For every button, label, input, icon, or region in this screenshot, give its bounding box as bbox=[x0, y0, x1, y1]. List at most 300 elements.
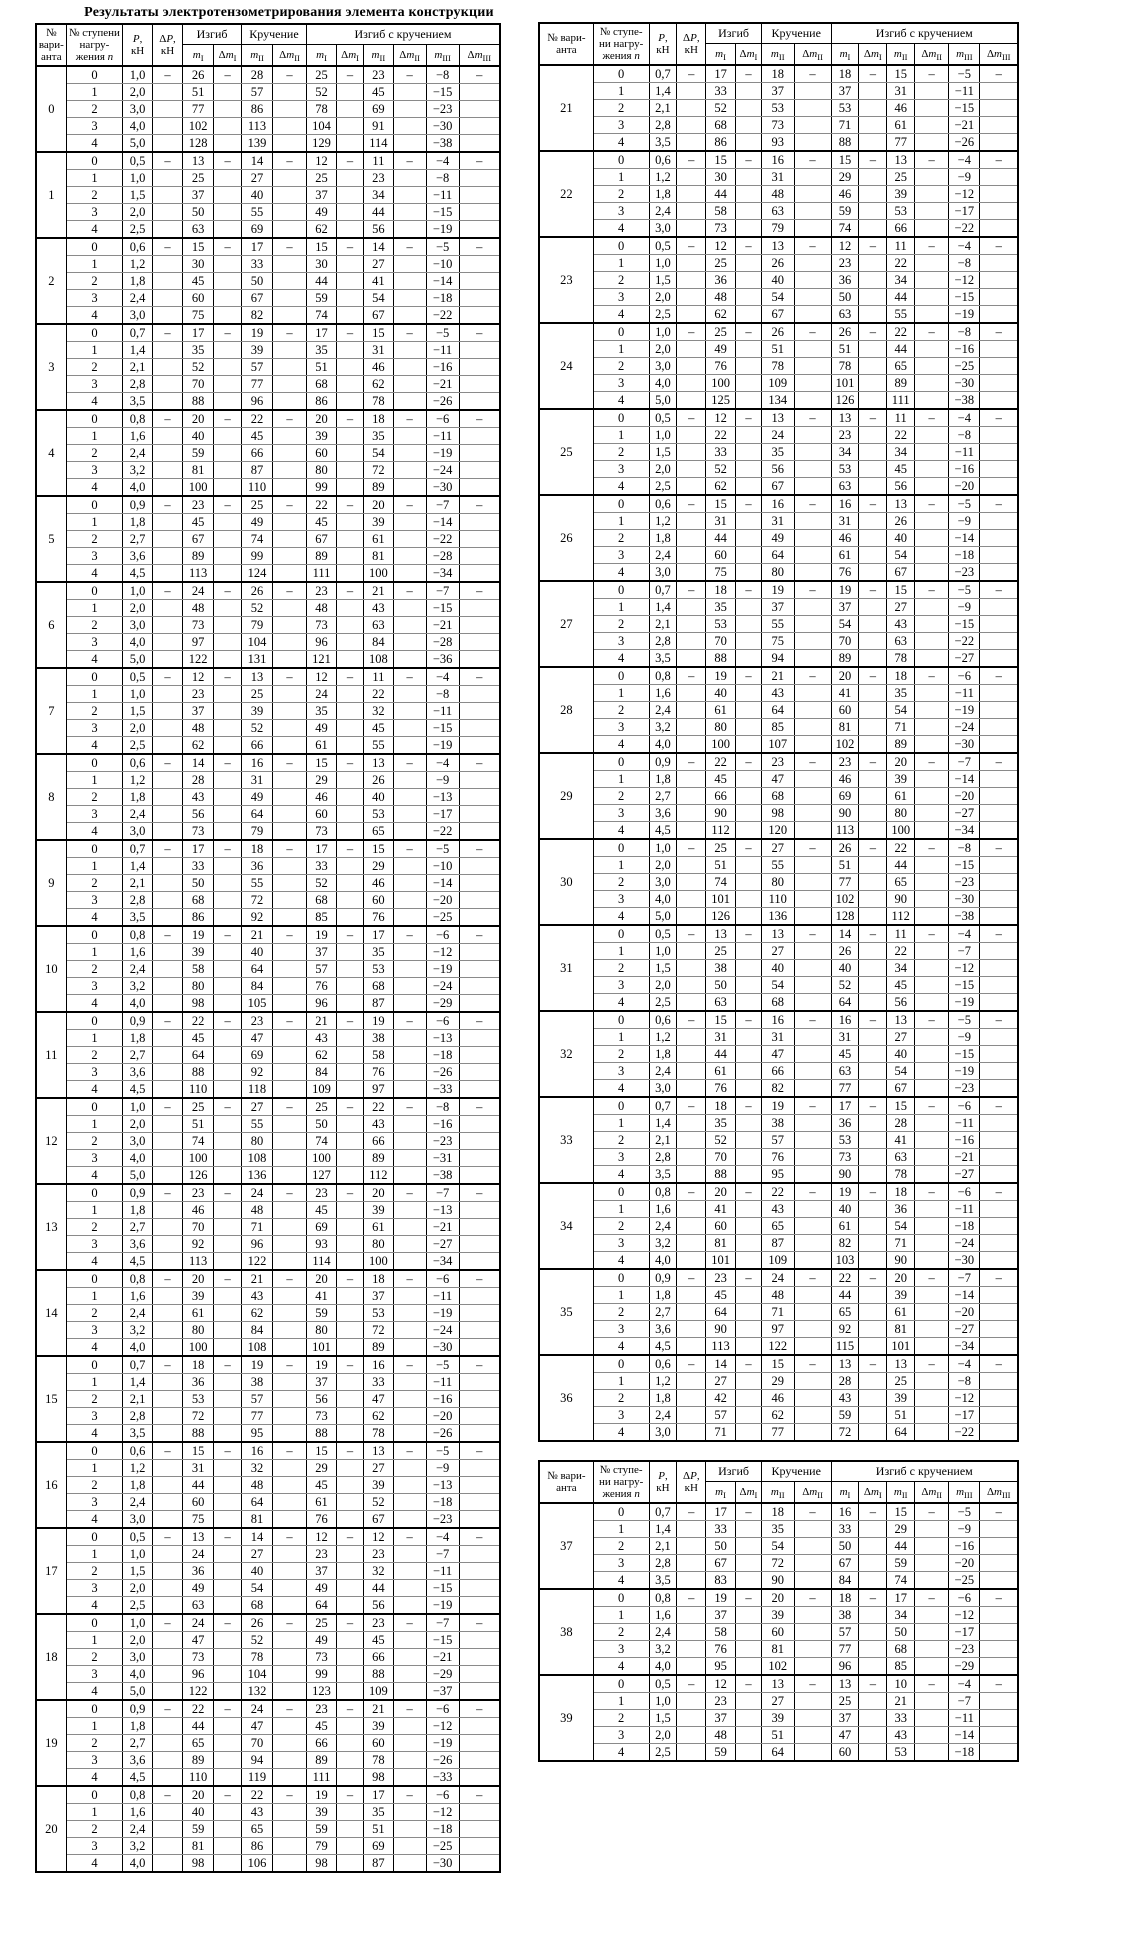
table-cell bbox=[393, 1718, 426, 1735]
table-cell: 0,5 bbox=[649, 409, 677, 427]
table-cell: 44 bbox=[364, 1580, 394, 1597]
table-cell: 3 bbox=[66, 1408, 123, 1425]
table-cell: – bbox=[915, 1269, 949, 1287]
table-cell: 11 bbox=[887, 409, 915, 427]
table-cell bbox=[337, 118, 364, 135]
table-cell: 52 bbox=[183, 359, 214, 376]
table-cell bbox=[459, 221, 500, 239]
table-cell: – bbox=[794, 1675, 831, 1693]
table-cell bbox=[152, 531, 182, 548]
table-cell: 59 bbox=[706, 1744, 736, 1762]
table-cell: 90 bbox=[761, 1572, 794, 1590]
table-cell bbox=[980, 375, 1018, 392]
table-cell bbox=[393, 737, 426, 755]
table-cell: 3,2 bbox=[123, 462, 153, 479]
table-cell: 3,0 bbox=[123, 307, 153, 325]
table-cell: 57 bbox=[706, 1407, 736, 1424]
table-cell: −12 bbox=[426, 944, 459, 961]
table-cell bbox=[214, 1494, 242, 1511]
table-cell: 60 bbox=[706, 547, 736, 564]
table-row bbox=[539, 1555, 1018, 1572]
table-cell bbox=[980, 857, 1018, 874]
table-cell bbox=[794, 822, 831, 840]
table-cell: 22 bbox=[706, 427, 736, 444]
table-row bbox=[539, 1046, 1018, 1063]
table-row bbox=[36, 324, 500, 342]
table-cell: 2,5 bbox=[649, 478, 677, 496]
table-cell bbox=[677, 857, 706, 874]
table-cell bbox=[677, 289, 706, 306]
table-cell bbox=[859, 891, 887, 908]
table-cell: −11 bbox=[426, 703, 459, 720]
table-cell: 70 bbox=[706, 633, 736, 650]
right-table-container bbox=[538, 22, 1019, 1762]
table-cell bbox=[980, 289, 1018, 306]
table-cell bbox=[214, 789, 242, 806]
table-cell: 36 bbox=[183, 1374, 214, 1391]
table-row bbox=[36, 479, 500, 497]
table-cell bbox=[152, 651, 182, 669]
table-cell bbox=[214, 875, 242, 892]
table-cell: 2 bbox=[593, 1046, 649, 1063]
bending-group-header: Изгиб bbox=[706, 1461, 762, 1481]
table-cell: 90 bbox=[831, 1166, 859, 1184]
table-cell: 31 bbox=[761, 1029, 794, 1046]
table-cell: 51 bbox=[761, 1727, 794, 1744]
table-cell: 44 bbox=[706, 1046, 736, 1063]
table-cell bbox=[794, 1710, 831, 1727]
table-cell: −22 bbox=[949, 220, 980, 238]
table-cell: 20 bbox=[306, 410, 336, 428]
table-cell: – bbox=[735, 495, 761, 513]
table-cell: 1,0 bbox=[123, 1098, 153, 1116]
table-cell: 3,6 bbox=[649, 1321, 677, 1338]
table-row bbox=[539, 1183, 1018, 1201]
table-cell: −19 bbox=[949, 306, 980, 324]
table-cell: 61 bbox=[887, 788, 915, 805]
table-cell bbox=[337, 307, 364, 325]
table-cell: 0,8 bbox=[123, 926, 153, 944]
table-cell: 24 bbox=[761, 1269, 794, 1287]
table-cell bbox=[859, 1658, 887, 1676]
table-cell: 0,7 bbox=[649, 581, 677, 599]
table-row bbox=[539, 1304, 1018, 1321]
table-cell: – bbox=[859, 151, 887, 169]
table-cell: 35 bbox=[761, 1521, 794, 1538]
table-cell bbox=[337, 978, 364, 995]
table-cell bbox=[337, 806, 364, 823]
table-cell: – bbox=[393, 1442, 426, 1460]
table-cell: 2,7 bbox=[649, 788, 677, 805]
table-cell bbox=[459, 1236, 500, 1253]
table-cell: 3 bbox=[66, 548, 123, 565]
table-cell: 81 bbox=[183, 1838, 214, 1855]
table-cell: – bbox=[459, 1270, 500, 1288]
table-cell: – bbox=[459, 1614, 500, 1632]
table-cell: 2,7 bbox=[649, 1304, 677, 1321]
table-cell: – bbox=[735, 1183, 761, 1201]
table-cell bbox=[393, 1322, 426, 1339]
table-cell bbox=[677, 100, 706, 117]
table-cell bbox=[915, 1572, 949, 1590]
table-cell: 4,0 bbox=[123, 1339, 153, 1357]
table-cell: – bbox=[393, 582, 426, 600]
table-cell: 35 bbox=[306, 703, 336, 720]
table-cell bbox=[337, 1305, 364, 1322]
table-cell: −15 bbox=[426, 1580, 459, 1597]
table-cell bbox=[214, 204, 242, 221]
table-cell: 92 bbox=[242, 909, 273, 927]
table-cell: – bbox=[337, 152, 364, 170]
table-cell bbox=[214, 101, 242, 118]
table-cell: 12 bbox=[706, 1675, 736, 1693]
reading-column-header: $m_I$ bbox=[706, 1481, 736, 1503]
table-cell: 87 bbox=[242, 462, 273, 479]
table-cell: −11 bbox=[426, 187, 459, 204]
table-cell bbox=[980, 719, 1018, 736]
table-cell: 14 bbox=[706, 1355, 736, 1373]
table-cell: 0,5 bbox=[649, 237, 677, 255]
table-cell: – bbox=[273, 66, 307, 84]
table-cell: 33 bbox=[706, 1521, 736, 1538]
table-cell: 4 bbox=[593, 822, 649, 840]
table-cell: −25 bbox=[426, 909, 459, 927]
table-cell: −27 bbox=[949, 1166, 980, 1184]
table-cell: 43 bbox=[306, 1030, 336, 1047]
table-cell bbox=[735, 874, 761, 891]
table-cell: 64 bbox=[761, 702, 794, 719]
table-cell bbox=[915, 272, 949, 289]
table-cell: 64 bbox=[242, 1494, 273, 1511]
table-cell bbox=[273, 135, 307, 153]
table-cell: 43 bbox=[761, 1201, 794, 1218]
table-cell: −12 bbox=[949, 272, 980, 289]
table-cell: 3,6 bbox=[123, 548, 153, 565]
table-cell bbox=[337, 1288, 364, 1305]
table-cell bbox=[273, 1133, 307, 1150]
table-cell: 20 bbox=[306, 1270, 336, 1288]
table-cell: −5 bbox=[949, 1011, 980, 1029]
table-cell: – bbox=[337, 1356, 364, 1374]
table-cell: 29 bbox=[761, 1373, 794, 1390]
table-cell: 112 bbox=[706, 822, 736, 840]
table-cell: 2 bbox=[66, 789, 123, 806]
table-cell: 0 bbox=[66, 926, 123, 944]
table-cell bbox=[859, 272, 887, 289]
table-cell: 96 bbox=[242, 393, 273, 411]
table-row bbox=[36, 1821, 500, 1838]
table-cell: 113 bbox=[706, 1338, 736, 1356]
table-cell: 2,1 bbox=[649, 1132, 677, 1149]
table-cell bbox=[337, 1236, 364, 1253]
table-cell: 22 bbox=[706, 753, 736, 771]
table-cell: 22 bbox=[306, 496, 336, 514]
table-cell bbox=[337, 858, 364, 875]
table-cell bbox=[393, 634, 426, 651]
table-cell bbox=[794, 1727, 831, 1744]
table-cell: – bbox=[859, 1183, 887, 1201]
table-cell: 4 bbox=[66, 1425, 123, 1443]
table-cell bbox=[859, 857, 887, 874]
table-cell: 48 bbox=[306, 600, 336, 617]
table-row bbox=[36, 1700, 500, 1718]
table-cell bbox=[915, 392, 949, 410]
table-cell bbox=[859, 599, 887, 616]
table-cell: 42 bbox=[706, 1390, 736, 1407]
table-cell: 80 bbox=[183, 978, 214, 995]
table-cell: 1 bbox=[66, 428, 123, 445]
table-cell: 52 bbox=[364, 1494, 394, 1511]
table-cell: −6 bbox=[949, 1097, 980, 1115]
table-cell: 56 bbox=[761, 461, 794, 478]
reading-column-header: $\Delta m_I$ bbox=[735, 43, 761, 65]
table-cell: 2,4 bbox=[649, 547, 677, 564]
table-cell: 73 bbox=[306, 1649, 336, 1666]
table-cell: – bbox=[735, 1675, 761, 1693]
table-cell: – bbox=[677, 1355, 706, 1373]
table-cell bbox=[915, 358, 949, 375]
table-cell: – bbox=[273, 840, 307, 858]
table-cell bbox=[677, 1658, 706, 1676]
table-cell bbox=[273, 84, 307, 101]
table-cell bbox=[393, 1632, 426, 1649]
table-cell: 70 bbox=[706, 1149, 736, 1166]
table-cell: 96 bbox=[306, 995, 336, 1013]
table-cell: – bbox=[677, 667, 706, 685]
table-cell bbox=[794, 771, 831, 788]
table-cell bbox=[459, 256, 500, 273]
table-cell: 1,4 bbox=[649, 1115, 677, 1132]
table-cell bbox=[393, 1305, 426, 1322]
table-cell bbox=[152, 221, 182, 239]
table-cell: 13 bbox=[831, 1675, 859, 1693]
table-cell bbox=[214, 565, 242, 583]
table-cell bbox=[337, 961, 364, 978]
table-cell: −4 bbox=[949, 1355, 980, 1373]
table-cell bbox=[980, 1555, 1018, 1572]
table-cell bbox=[915, 1555, 949, 1572]
table-cell bbox=[273, 858, 307, 875]
variant-number-cell: 9 bbox=[36, 840, 66, 926]
table-cell bbox=[980, 1218, 1018, 1235]
table-cell: 66 bbox=[242, 737, 273, 755]
table-cell: 3 bbox=[593, 1727, 649, 1744]
table-cell: −6 bbox=[426, 410, 459, 428]
table-cell bbox=[273, 221, 307, 239]
table-cell bbox=[980, 169, 1018, 186]
table-row bbox=[36, 1133, 500, 1150]
table-cell: 39 bbox=[887, 771, 915, 788]
table-cell: 2 bbox=[593, 186, 649, 203]
table-cell bbox=[337, 1477, 364, 1494]
table-cell: 62 bbox=[306, 1047, 336, 1064]
table-cell: 2 bbox=[593, 358, 649, 375]
table-cell: 23 bbox=[364, 1614, 394, 1632]
table-cell: 23 bbox=[183, 1184, 214, 1202]
table-cell: 3 bbox=[593, 117, 649, 134]
table-cell bbox=[393, 170, 426, 187]
table-cell bbox=[214, 1374, 242, 1391]
table-cell bbox=[459, 995, 500, 1013]
table-cell bbox=[393, 1821, 426, 1838]
table-cell: 1 bbox=[66, 170, 123, 187]
table-cell: 67 bbox=[306, 531, 336, 548]
table-cell bbox=[735, 1407, 761, 1424]
table-row bbox=[539, 1080, 1018, 1098]
table-cell: 66 bbox=[761, 1063, 794, 1080]
table-cell: 113 bbox=[831, 822, 859, 840]
table-cell: 4 bbox=[593, 306, 649, 324]
table-cell: 2,4 bbox=[649, 1063, 677, 1080]
table-cell: – bbox=[859, 409, 887, 427]
table-cell bbox=[735, 1641, 761, 1658]
table-cell bbox=[915, 1218, 949, 1235]
table-cell: −23 bbox=[426, 1133, 459, 1150]
table-cell: – bbox=[337, 754, 364, 772]
table-cell: 16 bbox=[831, 1503, 859, 1521]
table-cell: 18 bbox=[761, 65, 794, 83]
table-cell bbox=[214, 703, 242, 720]
table-cell: 120 bbox=[761, 822, 794, 840]
table-cell: −17 bbox=[949, 1407, 980, 1424]
table-cell: 98 bbox=[306, 1855, 336, 1873]
table-cell: 48 bbox=[761, 186, 794, 203]
table-cell bbox=[859, 822, 887, 840]
table-cell: 89 bbox=[364, 1339, 394, 1357]
table-row bbox=[36, 582, 500, 600]
table-cell: 3,0 bbox=[649, 358, 677, 375]
table-cell: 14 bbox=[364, 238, 394, 256]
table-cell: 0,9 bbox=[123, 496, 153, 514]
table-cell bbox=[459, 1202, 500, 1219]
table-cell bbox=[337, 909, 364, 927]
table-row bbox=[36, 1718, 500, 1735]
table-row bbox=[36, 1632, 500, 1649]
table-cell: 0 bbox=[593, 65, 649, 83]
table-cell: 53 bbox=[706, 616, 736, 633]
table-row bbox=[539, 237, 1018, 255]
table-row bbox=[539, 1390, 1018, 1407]
table-cell bbox=[735, 220, 761, 238]
table-cell: 2,0 bbox=[649, 289, 677, 306]
table-cell: −5 bbox=[426, 238, 459, 256]
table-cell bbox=[337, 1666, 364, 1683]
table-cell: – bbox=[459, 324, 500, 342]
table-cell: 24 bbox=[183, 1614, 214, 1632]
table-cell: 2,0 bbox=[123, 600, 153, 617]
table-cell bbox=[915, 444, 949, 461]
table-cell bbox=[152, 1081, 182, 1099]
table-row bbox=[539, 1503, 1018, 1521]
table-cell: 0 bbox=[593, 495, 649, 513]
table-cell: 16 bbox=[364, 1356, 394, 1374]
table-cell bbox=[677, 255, 706, 272]
table-cell: 128 bbox=[183, 135, 214, 153]
table-cell bbox=[152, 1253, 182, 1271]
table-row bbox=[36, 1184, 500, 1202]
variant-number-cell: 4 bbox=[36, 410, 66, 496]
table-row bbox=[36, 376, 500, 393]
table-cell bbox=[337, 135, 364, 153]
variant-number-cell: 11 bbox=[36, 1012, 66, 1098]
table-cell: 128 bbox=[831, 908, 859, 926]
table-cell bbox=[915, 203, 949, 220]
table-cell bbox=[273, 1322, 307, 1339]
table-cell: −37 bbox=[426, 1683, 459, 1701]
table-cell: 96 bbox=[831, 1658, 859, 1676]
table-cell: 109 bbox=[761, 1252, 794, 1270]
table-cell: 23 bbox=[831, 753, 859, 771]
table-cell bbox=[794, 220, 831, 238]
table-cell: 78 bbox=[831, 358, 859, 375]
table-cell bbox=[459, 600, 500, 617]
table-row bbox=[539, 1338, 1018, 1356]
table-cell bbox=[337, 703, 364, 720]
table-cell bbox=[735, 444, 761, 461]
table-cell: 1 bbox=[66, 600, 123, 617]
table-cell: 2 bbox=[593, 616, 649, 633]
table-cell bbox=[393, 1752, 426, 1769]
table-cell: −21 bbox=[426, 376, 459, 393]
table-cell bbox=[459, 1546, 500, 1563]
table-cell: −15 bbox=[949, 100, 980, 117]
table-cell bbox=[393, 548, 426, 565]
table-row bbox=[36, 359, 500, 376]
table-cell: 41 bbox=[364, 273, 394, 290]
table-cell: −10 bbox=[426, 256, 459, 273]
table-cell: – bbox=[273, 1356, 307, 1374]
table-cell bbox=[735, 1521, 761, 1538]
table-cell: 74 bbox=[706, 874, 736, 891]
table-cell: 97 bbox=[183, 634, 214, 651]
table-cell: – bbox=[459, 410, 500, 428]
table-cell bbox=[273, 600, 307, 617]
table-cell: – bbox=[214, 496, 242, 514]
table-cell bbox=[459, 1150, 500, 1167]
table-row bbox=[36, 462, 500, 479]
table-cell: 1 bbox=[593, 943, 649, 960]
table-cell: – bbox=[393, 1786, 426, 1804]
table-cell: 4 bbox=[593, 1252, 649, 1270]
table-cell bbox=[214, 944, 242, 961]
table-cell: 76 bbox=[761, 1149, 794, 1166]
table-cell bbox=[980, 1029, 1018, 1046]
table-cell: 4 bbox=[593, 220, 649, 238]
variant-number-cell: 10 bbox=[36, 926, 66, 1012]
table-cell bbox=[859, 943, 887, 960]
table-cell: – bbox=[393, 1184, 426, 1202]
table-cell: – bbox=[393, 840, 426, 858]
table-cell: 61 bbox=[706, 702, 736, 719]
page-title: Результаты электротензометрирования элемента конструкции bbox=[84, 5, 494, 20]
variant-number-cell: 22 bbox=[539, 151, 593, 237]
table-cell: −4 bbox=[949, 151, 980, 169]
table-cell: 54 bbox=[242, 1580, 273, 1597]
table-cell: 12 bbox=[831, 237, 859, 255]
table-cell bbox=[459, 462, 500, 479]
table-cell bbox=[794, 547, 831, 564]
table-row bbox=[36, 634, 500, 651]
table-cell: – bbox=[273, 324, 307, 342]
load-increment-column-header: ΔP, кН bbox=[677, 23, 706, 65]
variant-number-cell: 31 bbox=[539, 925, 593, 1011]
table-cell: – bbox=[273, 1442, 307, 1460]
table-cell bbox=[915, 220, 949, 238]
table-cell: 31 bbox=[183, 1460, 214, 1477]
table-cell: 0,6 bbox=[123, 238, 153, 256]
table-cell: 3 bbox=[66, 1666, 123, 1683]
table-cell bbox=[677, 1373, 706, 1390]
